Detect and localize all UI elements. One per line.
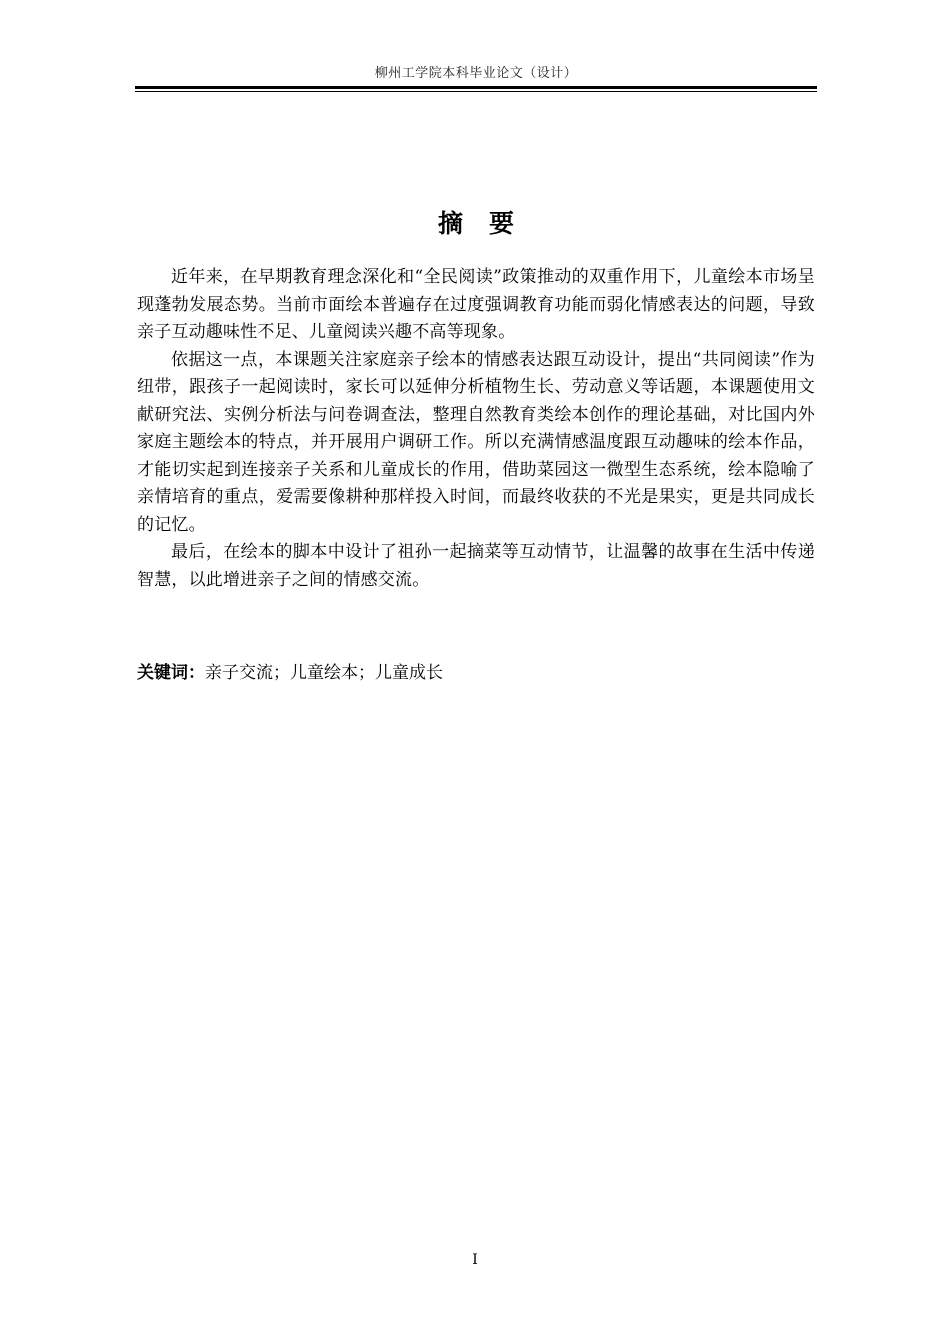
keywords-text: 亲子交流；儿童绘本；儿童成长	[205, 663, 443, 683]
keywords-label: 关键词：	[137, 663, 205, 683]
page-number: I	[472, 1252, 478, 1268]
abstract-body	[137, 264, 815, 594]
abstract-paragraph-2: 依据这一点，本课题关注家庭亲子绘本的情感表达跟互动设计，提出“共同阅读”作为纽带，跟孩子一起阅读时，家长可以延伸分析植物生长、劳动意义等话题，本课题使用文献研究法、实例分析法与问卷调查法，整理自然教育类绘本创作的理论基础，对比国内外家庭主题绘本的特点，并开展用户调研工作。所以充满情感温度跟互动趣味的绘本作品，才能切实起到连接亲子关系和儿童成长的作用，借助菜园这一微型生态系统，绘本隐喻了亲情培育的重点，爱需要像耕种那样投入时间，而最终收获的不光是果实，更是共同成长的记忆。	[137, 349, 815, 535]
header-rule-thick	[135, 86, 817, 89]
header-rule-thin	[135, 91, 817, 92]
running-header: 柳州工学院本科毕业论文（设计）	[374, 66, 578, 81]
abstract-title: 摘要	[437, 209, 540, 238]
abstract-paragraph-1: 近年来，在早期教育理念深化和“全民阅读”政策推动的双重作用下，儿童绘本市场呈现蓬勃发展态势。当前市面绘本普遍存在过度强调教育功能而弱化情感表达的问题，导致亲子互动趣味性不足、儿童阅读兴趣不高等现象。	[137, 267, 815, 342]
abstract-paragraph-3: 最后，在绘本的脚本中设计了祖孙一起摘菜等互动情节，让温馨的故事在生活中传递智慧，以此增进亲子之间的情感交流。	[137, 542, 815, 590]
keywords-line	[137, 660, 815, 687]
